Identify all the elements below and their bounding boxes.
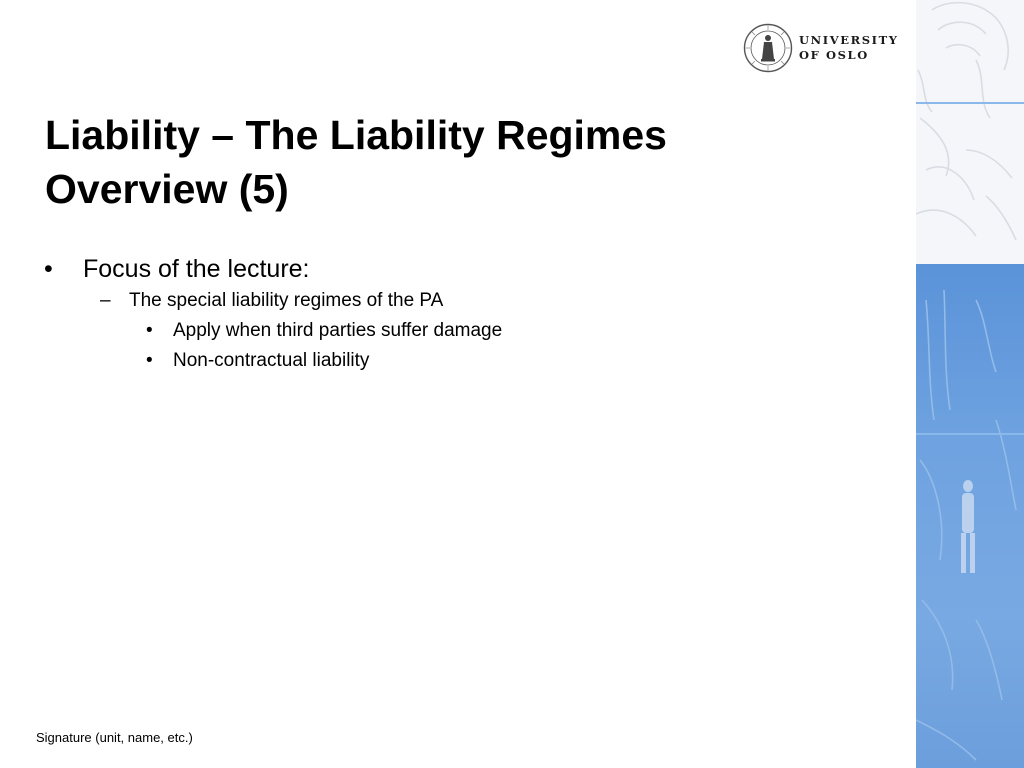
university-name <box>799 33 899 63</box>
footer-signature: Signature (unit, name, etc.) <box>36 730 193 745</box>
statue-relief-decoration <box>916 0 1024 768</box>
slide-title-line2: Overview (5) <box>45 166 289 212</box>
bullet-text: Apply when third parties suffer damage <box>173 320 503 341</box>
university-seal-icon <box>743 23 793 73</box>
slide-title <box>45 108 845 216</box>
band-divider-lower <box>916 433 1024 435</box>
university-name-line1: UNIVERSITY <box>799 33 899 47</box>
bullet-level2 <box>100 289 444 313</box>
bullet-text: Focus of the lecture: <box>83 255 310 283</box>
bullet-level3 <box>146 319 503 343</box>
bullet-level1 <box>44 254 310 284</box>
slide-title-line1: Liability – The Liability Regimes <box>45 112 667 158</box>
bullet-text: Non-contractual liability <box>173 350 370 371</box>
dash-marker: – <box>100 290 111 311</box>
university-logo <box>743 23 899 73</box>
bullet-level3 <box>146 349 370 373</box>
bullet-marker: • <box>146 350 153 371</box>
university-name-line2: OF OSLO <box>799 48 869 62</box>
side-decoration <box>916 0 1024 768</box>
band-divider-upper <box>916 102 1024 104</box>
bullet-text: The special liability regimes of the PA <box>129 290 444 311</box>
bullet-marker: • <box>146 320 153 341</box>
bullet-marker: • <box>44 255 53 283</box>
